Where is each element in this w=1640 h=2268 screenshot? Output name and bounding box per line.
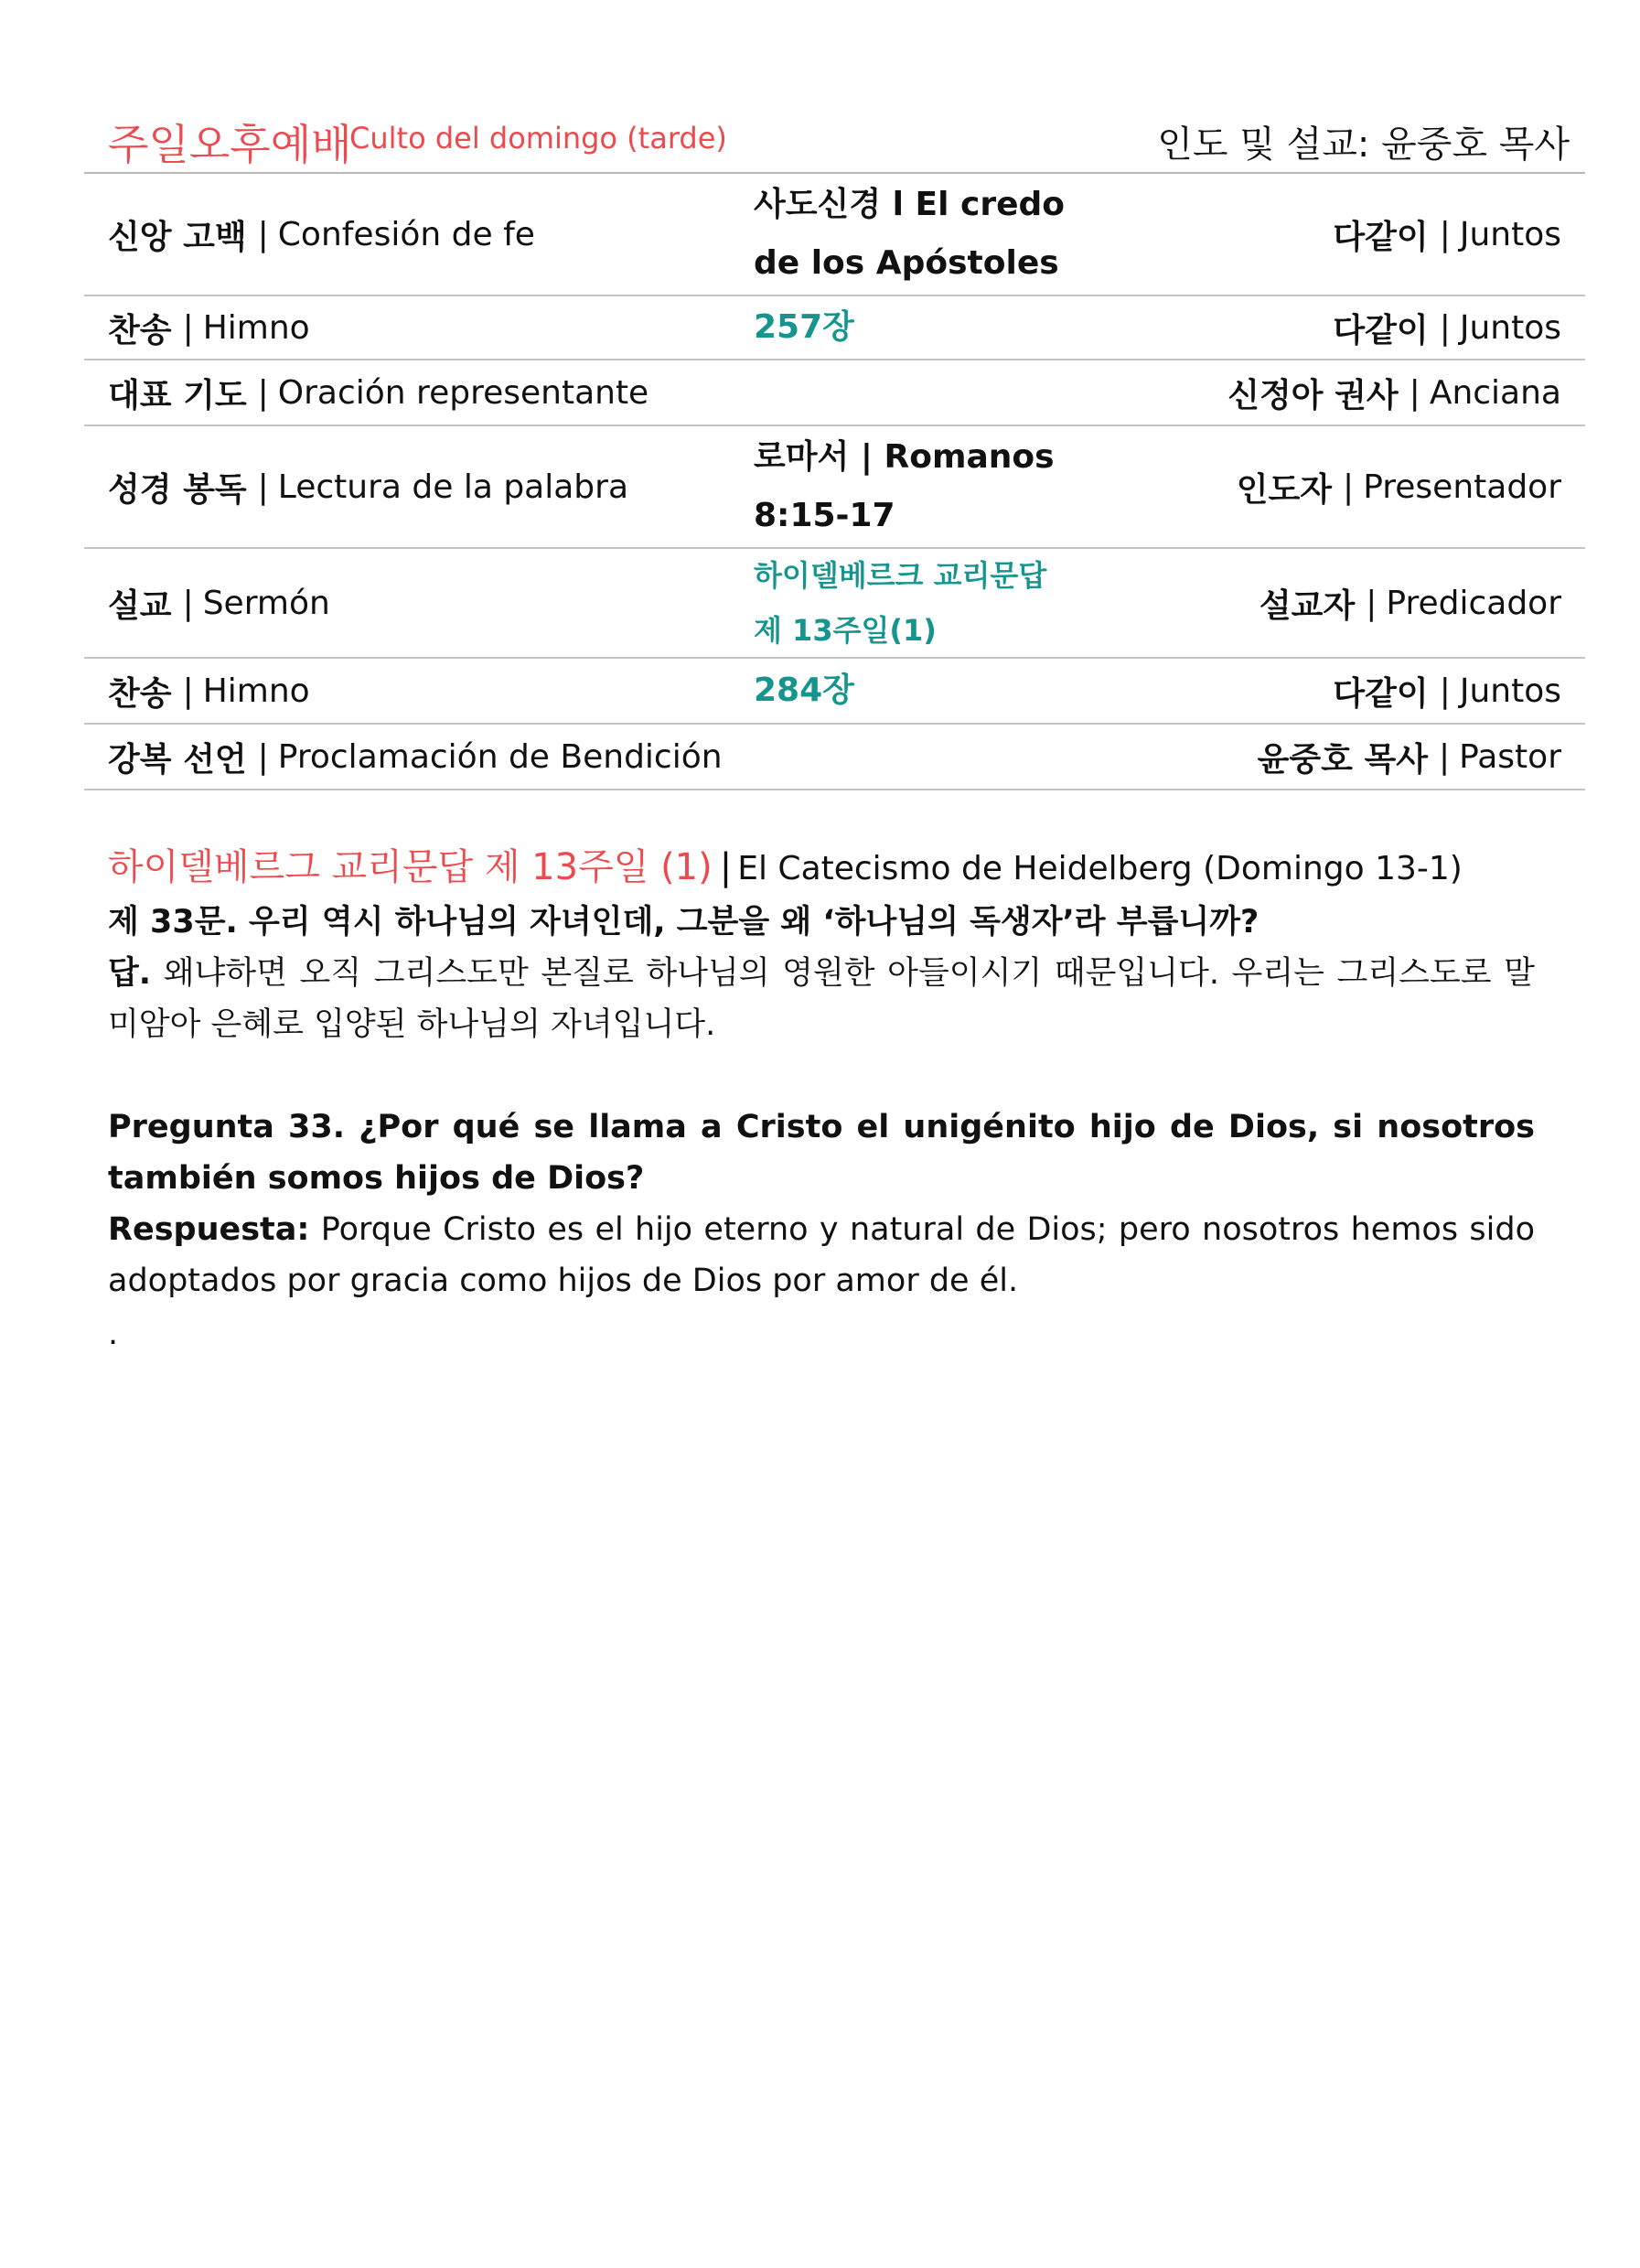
scripture-verses: 8:15-17 [754, 497, 895, 534]
service-title-spanish: Culto del domingo (tarde) [349, 121, 727, 156]
order-item-korean: 찬송 [108, 311, 172, 349]
participant-korean: 다같이 [1333, 218, 1429, 256]
order-item-korean: 신앙 고백 [108, 218, 247, 256]
separator: | [257, 737, 269, 776]
order-item-spanish: Proclamación de Bendición [277, 737, 723, 776]
service-leader: 인도 및 설교: 윤중호 목사 [1157, 124, 1570, 166]
answer-label-spanish: Respuesta: [108, 1211, 310, 1248]
service-title-korean: 주일오후예배 [108, 120, 352, 169]
participant-korean: 설교자 [1259, 586, 1356, 625]
order-item [108, 549, 330, 657]
participant-spanish: Juntos [1459, 215, 1561, 253]
question-spanish: Pregunta 33. ¿Por qué se llama a Cristo el unigénito hijo de Dios, si nosotros también somos hijos de Dios? [108, 1109, 1535, 1197]
separator: | [182, 308, 194, 347]
participant-korean: 다같이 [1333, 674, 1429, 713]
order-of-worship-table [84, 172, 1585, 790]
detail-line: 사도신경 l El credo [754, 186, 1065, 223]
sermon-week: 제 13주일(1) [754, 613, 937, 648]
answer-spanish [108, 1204, 1535, 1306]
order-row [84, 549, 1585, 659]
order-item-participant [1333, 296, 1561, 359]
order-item-participant [1258, 725, 1561, 789]
participant-korean: 인도자 [1236, 470, 1333, 509]
order-item-korean: 찬송 [108, 674, 172, 713]
order-item-participant [1227, 360, 1561, 425]
order-row [84, 659, 1585, 725]
spacer [108, 1050, 1535, 1102]
order-row [84, 296, 1585, 360]
order-item-korean: 성경 봉독 [108, 470, 247, 509]
order-item-korean: 강복 선언 [108, 740, 247, 779]
order-item-detail [754, 426, 1138, 547]
separator: | [1343, 468, 1355, 506]
order-item [108, 659, 310, 723]
order-item [108, 725, 723, 789]
sermon-topic: 하이델베르크 교리문답 [754, 558, 1047, 593]
separator: | [1439, 672, 1451, 710]
answer-text-korean: 왜냐하면 오직 그리스도만 본질로 하나님의 영원한 아들이시기 때문입니다. 우리는 그리스도로 말미암아 은혜로 입양된 하나님의 자녀입니다. [108, 955, 1535, 1043]
order-row [84, 360, 1585, 426]
order-item-spanish: Sermón [202, 584, 330, 622]
detail-line: de los Apóstoles [754, 244, 1059, 282]
separator: | [1439, 215, 1451, 253]
scripture-reference: 로마서 | Romanos [754, 438, 1055, 476]
order-item-spanish: Oración representante [277, 373, 649, 412]
order-item [108, 426, 628, 547]
answer-label-korean: 답. [108, 955, 152, 992]
separator: | [182, 672, 194, 710]
separator: | [257, 468, 269, 506]
participant-korean: 신정아 권사 [1227, 376, 1399, 414]
separator: | [1409, 373, 1420, 412]
order-row [84, 174, 1585, 296]
catechism-title-korean: 하이델베르그 교리문답 제 13주일 (1) [108, 846, 713, 888]
participant-spanish: Juntos [1459, 308, 1561, 347]
catechism-heading [108, 840, 1535, 897]
order-item [108, 296, 310, 359]
order-item-participant [1259, 549, 1561, 657]
order-item-participant [1333, 174, 1561, 295]
order-row [84, 426, 1585, 549]
participant-spanish: Juntos [1459, 672, 1561, 710]
separator: | [257, 215, 269, 253]
hymn-number: 284장 [754, 672, 854, 709]
order-item-spanish: Confesión de fe [277, 215, 535, 253]
answer-korean [108, 948, 1535, 1050]
order-item-spanish: Himno [202, 672, 310, 710]
answer-text-spanish: Porque Cristo es el hijo eterno y natural de Dios; pero nosotros hemos sido adoptados por gracia como hijos de Dios por amor de él. [108, 1211, 1535, 1299]
catechism-section [108, 840, 1535, 1361]
order-item [108, 360, 648, 425]
participant-korean: 윤중호 목사 [1257, 740, 1428, 779]
order-item-participant [1333, 659, 1561, 723]
participant-spanish: Pastor [1459, 737, 1561, 776]
separator: | [1439, 737, 1451, 776]
service-header [108, 108, 1570, 172]
order-item-participant [1237, 426, 1561, 547]
trailing-dot: . [108, 1316, 119, 1352]
order-item-spanish: Himno [202, 308, 310, 347]
order-item [108, 174, 535, 295]
participant-spanish: Anciana [1429, 373, 1561, 412]
participant-spanish: Presentador [1363, 468, 1561, 506]
separator: | [719, 846, 733, 888]
catechism-title-spanish: El Catecismo de Heidelberg (Domingo 13-1) [737, 850, 1463, 887]
separator: | [1439, 308, 1451, 347]
order-item-detail [754, 174, 1138, 295]
separator: | [182, 584, 194, 622]
order-item-spanish: Lectura de la palabra [277, 468, 629, 506]
order-item-detail [754, 549, 1138, 657]
order-row [84, 725, 1585, 790]
participant-spanish: Predicador [1386, 584, 1561, 622]
separator: | [1366, 584, 1377, 622]
separator: | [257, 373, 269, 412]
order-item-detail [754, 296, 1138, 359]
participant-korean: 다같이 [1333, 311, 1429, 349]
hymn-number: 257장 [754, 308, 854, 346]
order-item-korean: 대표 기도 [108, 376, 247, 414]
question-korean: 제 33문. 우리 역시 하나님의 자녀인데, 그분을 왜 ‘하나님의 독생자’라 부릅니까? [108, 904, 1259, 941]
order-item-korean: 설교 [108, 586, 172, 625]
order-item-detail [754, 659, 1138, 723]
